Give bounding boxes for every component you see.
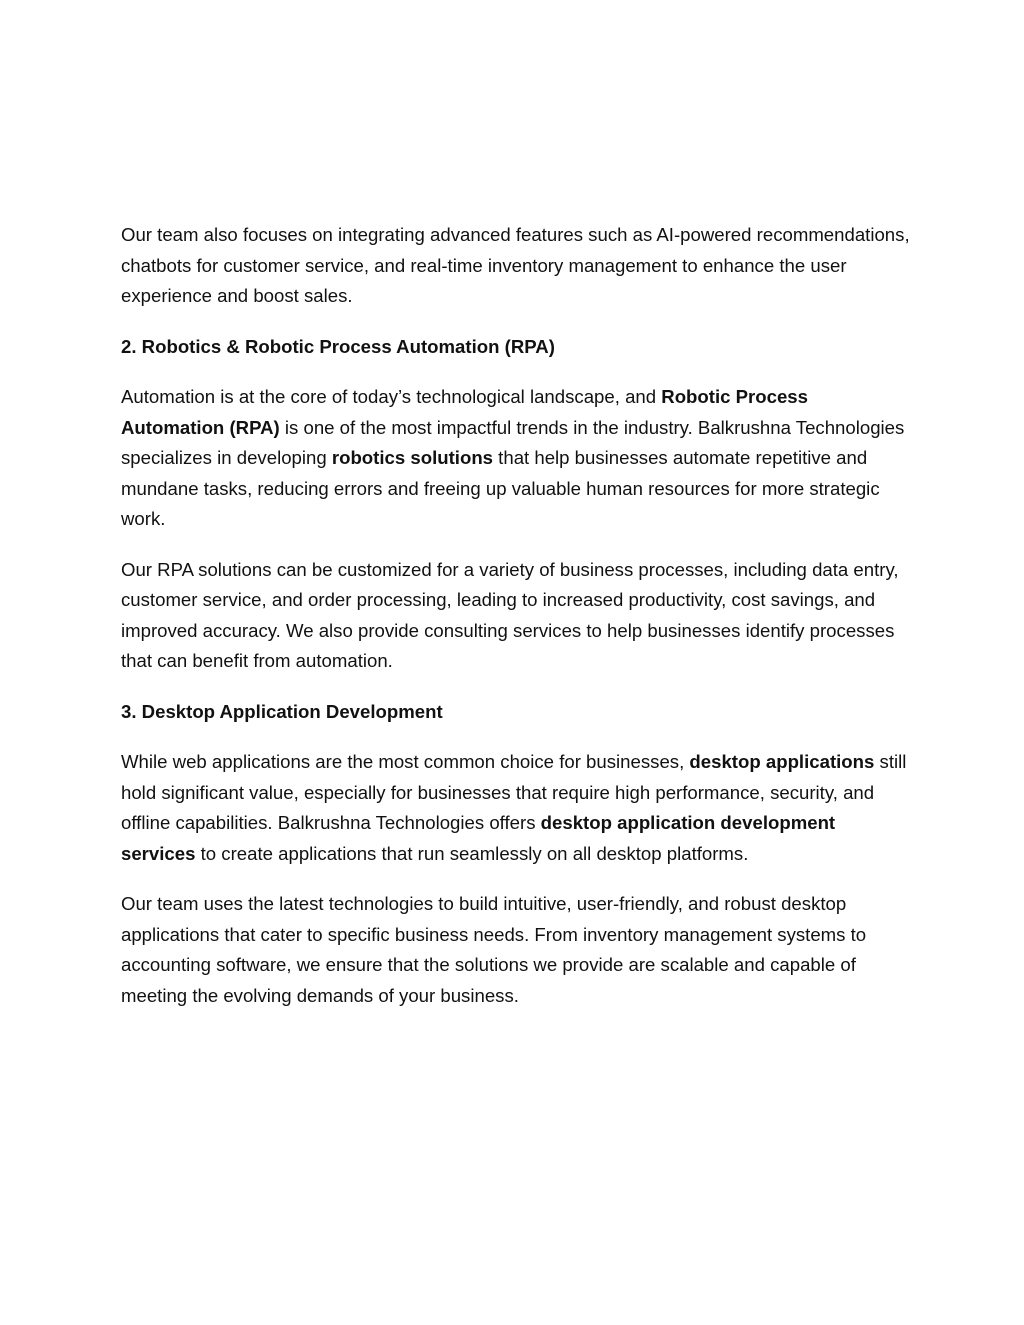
document-body [121,220,911,1031]
text-span: to create applications that run seamlessly on all desktop platforms. [195,842,749,864]
bold-desktop-dev-services: desktop application development services [121,812,836,864]
text-span: is one of the most impactful trends in the industry. Balkrushna Technologies specializes in developing [121,416,905,468]
text-span: still hold significant value, especially for businesses that require high performance, security, and offline capabilities. Balkrushna Technologies offers [121,751,907,833]
text-span: Automation is at the core of today’s technological landscape, and [121,386,662,407]
bold-desktop-applications: desktop applications [689,751,875,772]
heading-desktop-app-dev: 3. Desktop Application Development [121,700,443,722]
text-span: that help businesses automate repetitive and mundane tasks, reducing errors and freeing up valuable human resources for more strategic work. [121,447,880,529]
paragraph-rpa-intro [121,382,911,535]
paragraph-ai-features: Our team also focuses on integrating advanced features such as AI-powered recommendations, chatbots for customer service, and real-time inventory management to enhance the user experience and boost sales. [121,224,910,306]
paragraph-rpa-solutions: Our RPA solutions can be customized for a variety of business processes, including data entry, customer service, and order processing, leading to increased productivity, cost savings, and improved accuracy. We also provide consulting services to help businesses identify processes that can benefit from automation. [121,558,899,671]
heading-robotics-rpa: 2. Robotics & Robotic Process Automation (RPA) [121,335,555,357]
bold-rpa: Robotic Process Automation (RPA) [121,386,808,438]
text-span: While web applications are the most common choice for businesses, [121,751,690,772]
paragraph-desktop-team: Our team uses the latest technologies to build intuitive, user-friendly, and robust desktop applications that cater to specific business needs. From inventory management systems to accounting software, we ensure that the solutions we provide are scalable and capable of meeting the evolving demands of your business. [121,893,867,1006]
bold-robotics-solutions: robotics solutions [331,447,494,468]
paragraph-desktop-intro [121,747,911,869]
